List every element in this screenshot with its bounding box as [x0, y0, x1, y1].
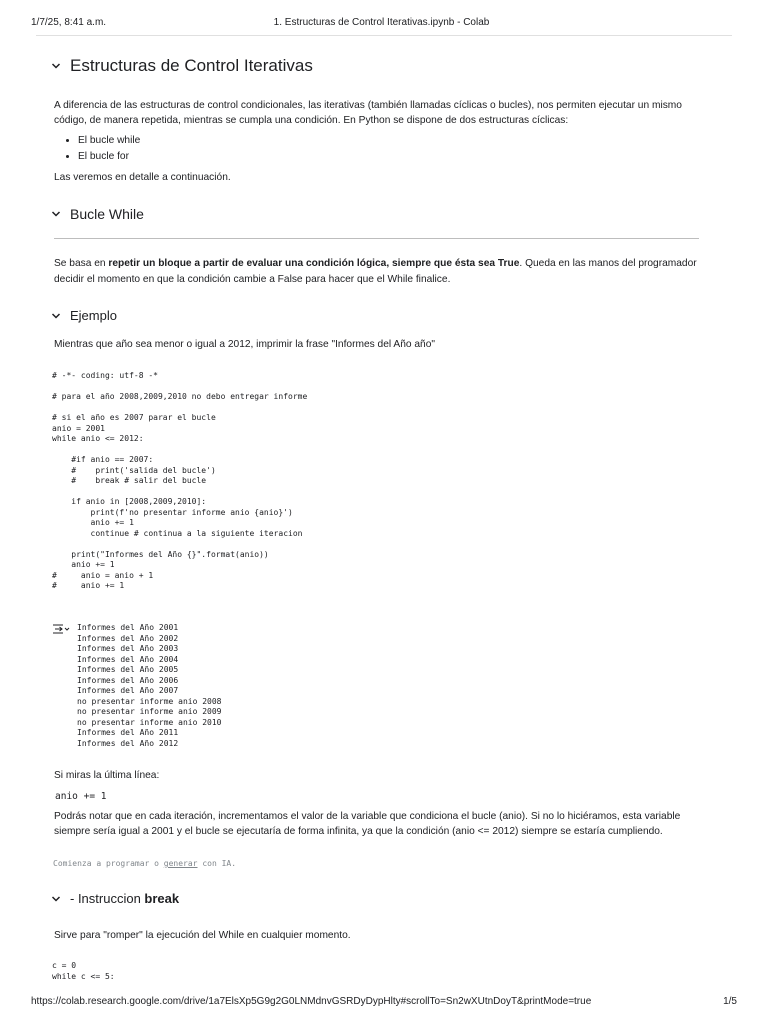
ai-hint [53, 859, 236, 868]
chevron-down-icon[interactable] [50, 310, 62, 322]
intro-after: Las veremos en detalle a continuación. [54, 172, 231, 183]
section-heading-main[interactable] [50, 56, 313, 76]
inline-code: anio += 1 [55, 791, 107, 802]
explain-line-2: siempre sería igual a 2001 y el bucle se ejecutaría de forma infinita, ya que la condición (anio <= 2012) siempre se estaría cumpliendo. [54, 826, 663, 837]
text-span: con IA. [197, 859, 237, 868]
list-item: • El bucle while [78, 133, 140, 149]
output-cell-1: Informes del Año 2001 Informes del Año 2002 Informes del Año 2003 Informes del Año 2004 Informes del Año 2005 Informes del Año 2006 Informes del Año 2007 no presentar informe anio 2008 no presentar informe anio 2009 no presentar informe anio 2010 Informes del Año 2011 Informes del Año 2012 [77, 623, 222, 748]
print-footer [31, 996, 737, 1010]
while-desc-line-2: decidir el momento en que la condición cambie a False para hacer que el While finalice. [54, 274, 451, 285]
while-desc-line-1 [54, 256, 697, 271]
footer-url: https://colab.research.google.com/drive/1a7ElsXp5G9g2G0LNMdnvGSRDyDypHlty#scrollTo=Sn2wXUtnDoyT&printMode=true [31, 996, 592, 1007]
chevron-down-icon[interactable] [50, 60, 62, 72]
print-title: 1. Estructuras de Control Iterativas.ipynb - Colab [273, 17, 490, 28]
explain-line-1: Podrás notar que en cada iteración, incrementamos el valor de la variable que condiciona el bucle (anio). Si no lo hiciéramos, esta variable [54, 811, 681, 822]
heading-title: Bucle While [70, 206, 144, 222]
bold-text: repetir un bloque a partir de evaluar una condición lógica, siempre que ésta sea True [108, 258, 520, 269]
print-header [31, 17, 732, 31]
break-desc: Sirve para "romper" la ejecución del While en cualquier momento. [54, 930, 351, 941]
text-span: . Queda en las manos del programador [519, 258, 697, 269]
list-item: • El bucle for [78, 149, 140, 165]
last-line-label: Si miras la última línea: [54, 770, 160, 781]
section-divider [54, 238, 699, 239]
chevron-down-icon[interactable] [50, 893, 62, 905]
heading-title [70, 891, 179, 906]
section-heading-while[interactable] [50, 206, 144, 222]
example-desc: Mientras que año sea menor o igual a 2012, imprimir la frase "Informes del Año año" [54, 339, 435, 350]
bold-text: break [144, 891, 180, 906]
intro-line-2: código, de manera repetida, mientras se cumpla una condición. En Python se dispone de dos estructuras cíclicas: [54, 115, 569, 126]
heading-title: Estructuras de Control Iterativas [70, 56, 313, 75]
text-span: Comienza a programar o [53, 859, 164, 868]
code-cell-1[interactable]: # -*- coding: utf-8 -* # para el año 2008,2009,2010 no debo entregar informe # si el año es 2007 parar el bucle anio = 2001 while anio <= 2012: #if anio == 2007: # print('salida del bucle') # break # salir del bucle if anio in [2008,2009,2010]: print(f'no presentar informe anio {anio}') anio += 1 continue # continua a la siguiente iteracion print("Informes del Año {}".format(anio)) anio += 1 # anio = anio + 1 # anio += 1 [52, 371, 308, 590]
code-cell-2[interactable]: c = 0 while c <= 5: [52, 961, 115, 981]
print-date: 1/7/25, 8:41 a.m. [31, 17, 107, 28]
section-heading-break[interactable] [50, 891, 179, 906]
header-divider [36, 35, 732, 36]
text-span: - Instruccion [70, 891, 145, 906]
section-heading-ejemplo[interactable] [50, 308, 117, 323]
intro-line-1: A diferencia de las estructuras de control condicionales, las iterativas (también llamadas cíclicas o bucles), nos permiten ejecutar un mismo [54, 100, 682, 111]
output-toggle-icon[interactable] [52, 624, 70, 634]
bullet-list [54, 133, 140, 164]
chevron-down-icon[interactable] [50, 208, 62, 220]
generate-link[interactable]: generar [163, 859, 198, 868]
page-number: 1/5 [723, 996, 737, 1007]
text-span: Se basa en [54, 258, 109, 269]
heading-title: Ejemplo [70, 308, 117, 323]
